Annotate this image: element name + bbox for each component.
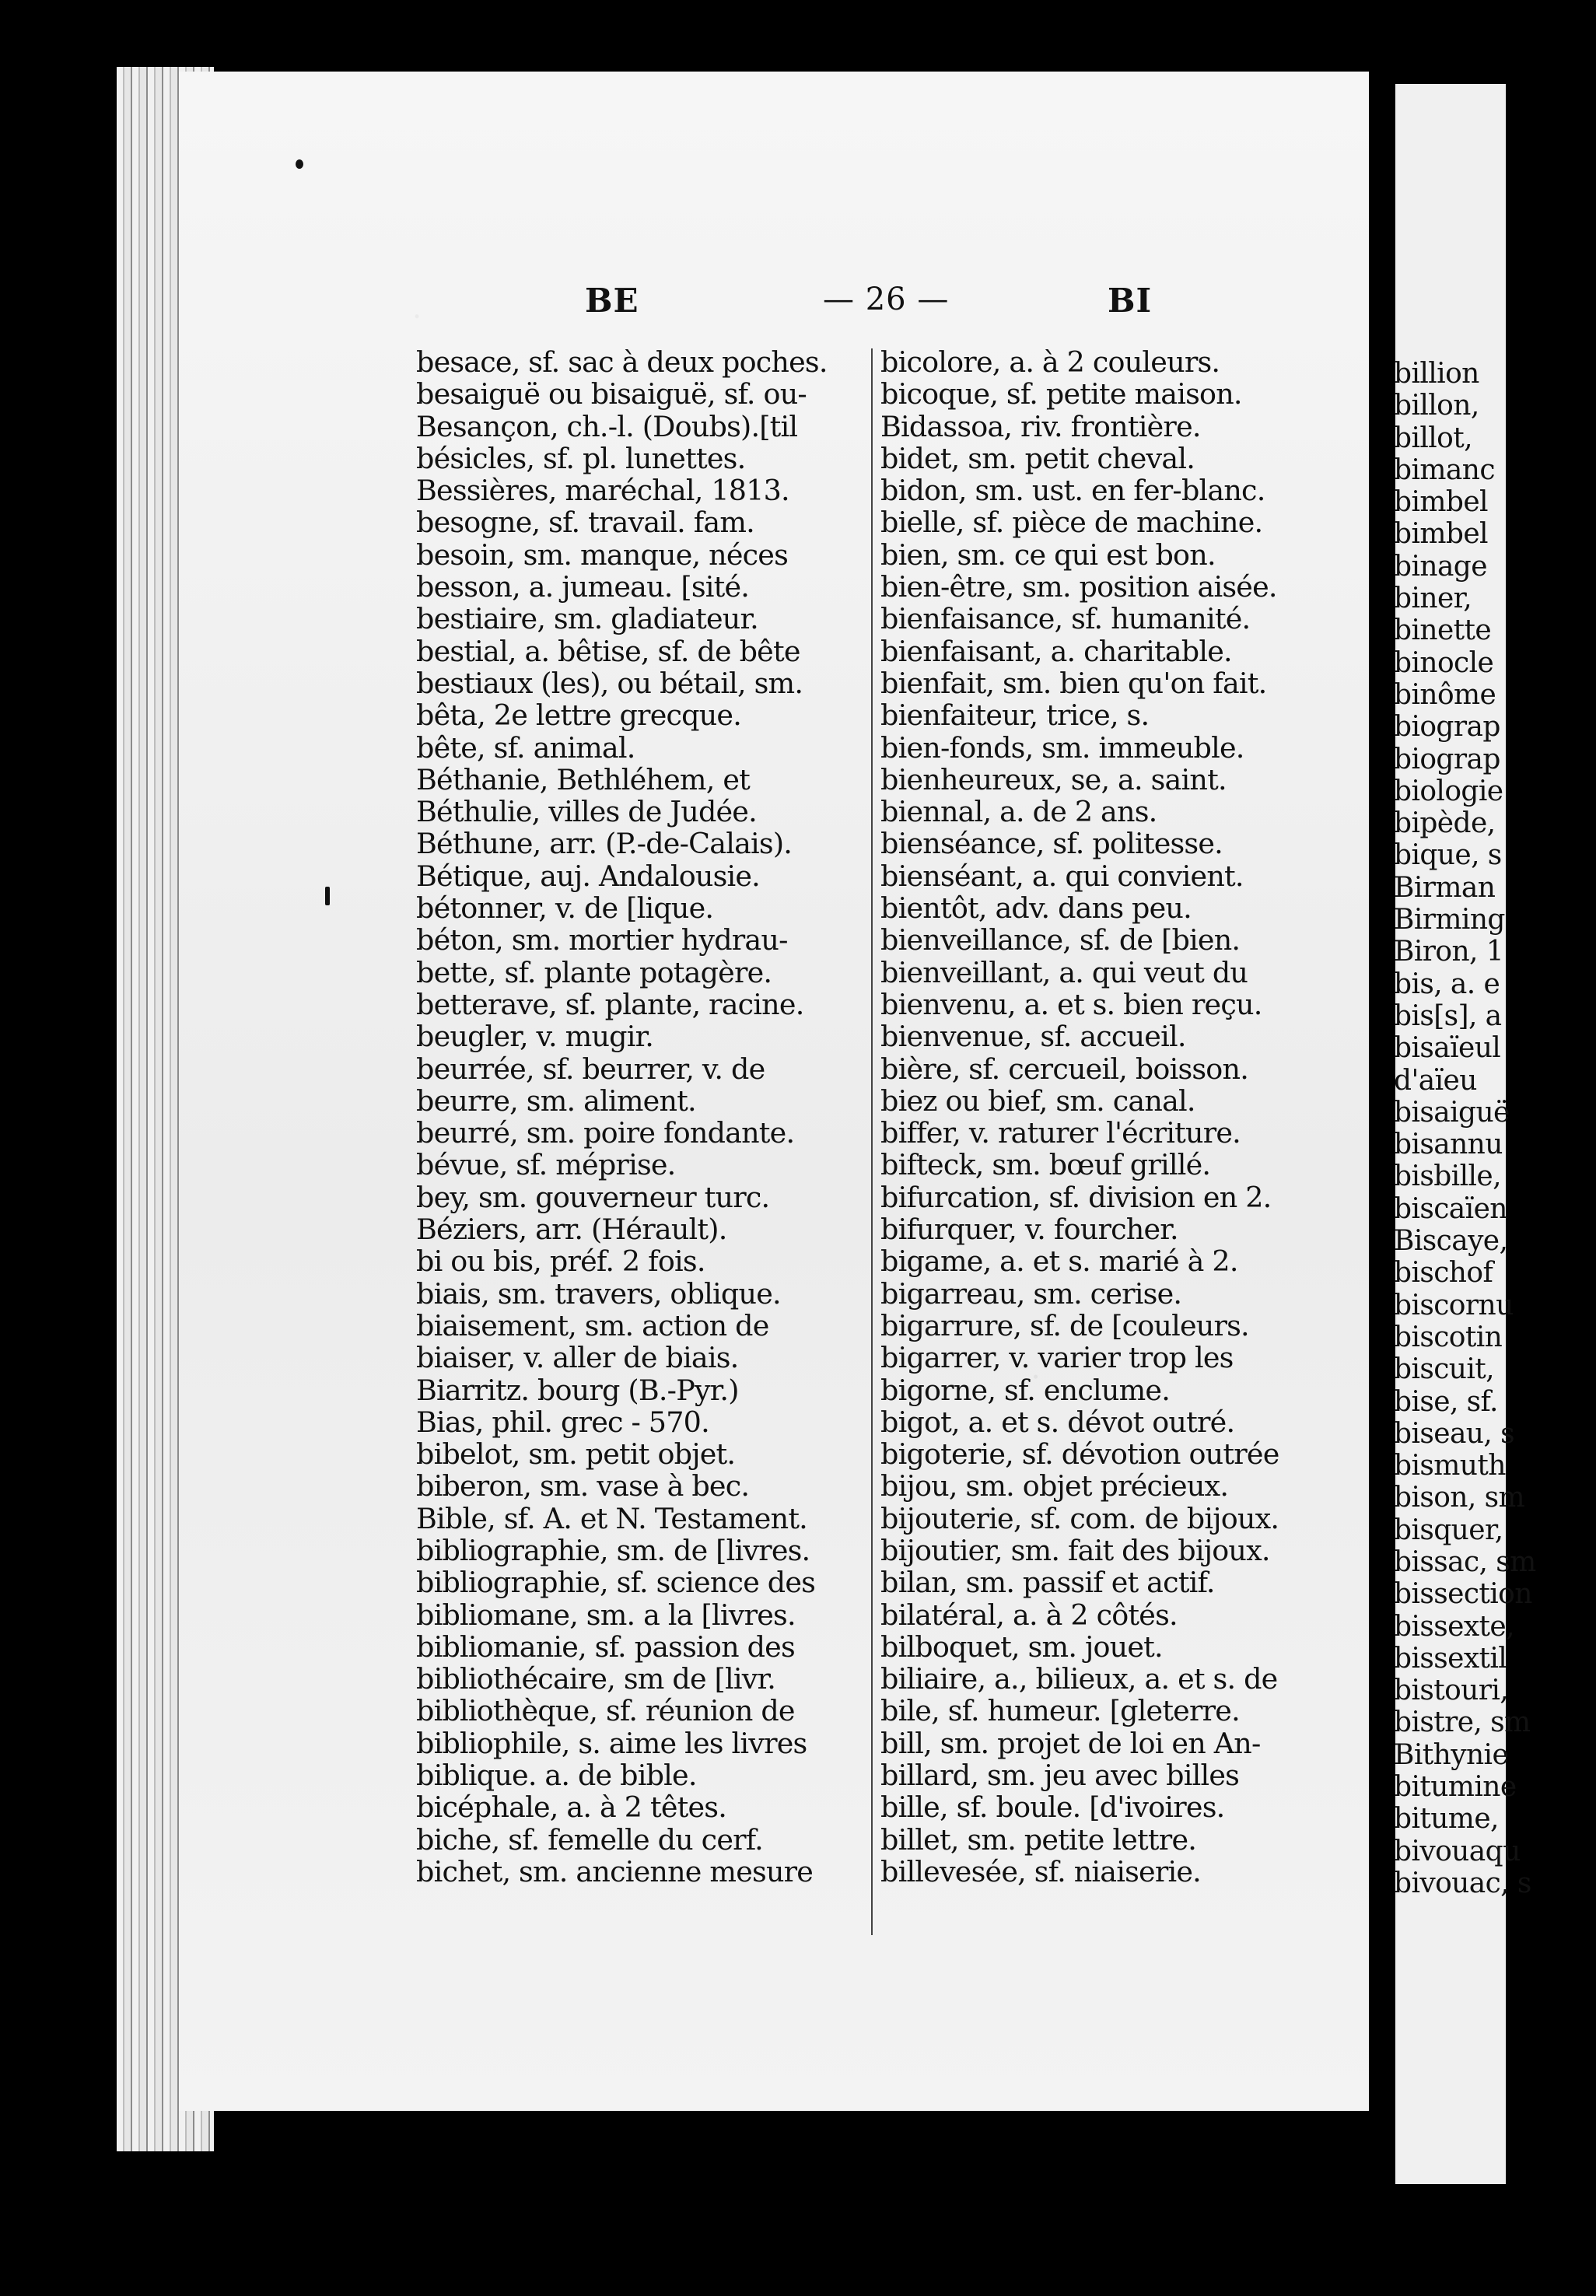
facing-page-entry-fragment: binôme [1394, 678, 1496, 711]
dictionary-entry: Biarritz. bourg (B.-Pyr.) [416, 1373, 739, 1407]
margin-mark [325, 887, 330, 905]
dictionary-entry: besogne, sf. travail. fam. [416, 506, 754, 540]
dictionary-entry: bière, sf. cercueil, boisson. [880, 1052, 1248, 1086]
dictionary-entry: bigorne, sf. enclume. [880, 1373, 1171, 1407]
facing-page-entry-fragment: binocle [1394, 646, 1494, 679]
facing-page-entry-fragment: bissexte, [1394, 1610, 1514, 1643]
dictionary-entry: bienfaisant, a. charitable. [880, 634, 1232, 668]
right-guide-word: BI [1108, 282, 1153, 320]
dictionary-entry: bien, sm. ce qui est bon. [880, 537, 1216, 572]
dictionary-entry: biche, sf. femelle du cerf. [416, 1822, 763, 1857]
dictionary-entry: bibliophile, s. aime les livres [416, 1726, 807, 1760]
dictionary-entry: bien-fonds, sm. immeuble. [880, 730, 1244, 765]
facing-page-entry-fragment: bismuth [1394, 1450, 1506, 1482]
dictionary-entry: Béziers, arr. (Hérault). [416, 1213, 727, 1247]
facing-page-entry-fragment: biograp [1394, 743, 1500, 775]
dictionary-entry: biblique. a. de bible. [416, 1759, 697, 1793]
dictionary-entry: bien-être, sm. position aisée. [880, 570, 1277, 604]
dictionary-entry: bile, sf. humeur. [gleterre. [880, 1694, 1240, 1728]
dictionary-entry: betterave, sf. plante, racine. [416, 987, 804, 1021]
dictionary-entry: bifurquer, v. fourcher. [880, 1213, 1178, 1247]
facing-page-entry-fragment: bisaïeul [1394, 1032, 1501, 1065]
dictionary-entry: billard, sm. jeu avec billes [880, 1759, 1240, 1793]
dictionary-entry: bichet, sm. ancienne mesure [416, 1854, 814, 1888]
facing-page-entry-fragment: Biscaye, [1394, 1225, 1508, 1258]
dictionary-entry: besson, a. jumeau. [sité. [416, 570, 750, 604]
dictionary-entry: bigarrure, sf. de [couleurs. [880, 1308, 1249, 1342]
facing-page-entry-fragment: bisaiguë [1394, 1096, 1510, 1129]
dictionary-entry: bibliographie, sm. de [livres. [416, 1533, 810, 1567]
dictionary-entry: bey, sm. gouverneur turc. [416, 1180, 770, 1214]
dictionary-entry: bienveillance, sf. de [bien. [880, 923, 1241, 957]
facing-page-entry-fragment: d'aïeu [1394, 1064, 1477, 1097]
dictionary-entry: Bible, sf. A. et N. Testament. [416, 1501, 807, 1535]
dictionary-entry: bifteck, sm. bœuf grillé. [880, 1148, 1211, 1182]
dictionary-entry: beugler, v. mugir. [416, 1020, 654, 1054]
dictionary-entry: bifurcation, sf. division en 2. [880, 1180, 1272, 1214]
dictionary-entry: Bessières, maréchal, 1813. [416, 474, 789, 508]
facing-page-entry-fragment: biner, [1394, 583, 1472, 615]
facing-page-entry-fragment: bissextil [1394, 1642, 1507, 1675]
facing-page-entry-fragment: bise, sf. [1394, 1385, 1498, 1418]
facing-page-entry-fragment: Bithynie [1394, 1738, 1509, 1771]
dictionary-entry: bette, sf. plante potagère. [416, 955, 772, 989]
dictionary-entry: bestial, a. bêtise, sf. de bête [416, 634, 800, 668]
left-guide-word: BE [585, 282, 639, 320]
dictionary-entry: bientôt, adv. dans peu. [880, 891, 1192, 926]
facing-page-entry-fragment: biscaïen [1394, 1192, 1507, 1225]
facing-page-entry-fragment: bisbille, [1394, 1160, 1501, 1193]
dictionary-entry: billet, sm. petite lettre. [880, 1822, 1197, 1857]
facing-page-entry-fragment: biseau, s [1394, 1417, 1514, 1450]
dictionary-entry: bigame, a. et s. marié à 2. [880, 1244, 1238, 1279]
dictionary-entry: bienséant, a. qui convient. [880, 859, 1244, 893]
dictionary-entry: bille, sf. boule. [d'ivoires. [880, 1790, 1225, 1825]
facing-page-entry-fragment: Birman [1394, 871, 1496, 904]
dictionary-entry: bijoutier, sm. fait des bijoux. [880, 1533, 1270, 1567]
entries-column-right [880, 346, 1339, 1888]
dictionary-entry: bibliomanie, sf. passion des [416, 1629, 795, 1664]
facing-page-entry-fragment: biscuit, [1394, 1353, 1495, 1386]
dictionary-entry: bibliomane, sm. a la [livres. [416, 1598, 796, 1632]
dictionary-entry: bibliothèque, sf. réunion de [416, 1694, 795, 1728]
dictionary-entry: bienfaisance, sf. humanité. [880, 602, 1251, 636]
dictionary-entry: biffer, v. raturer l'écriture. [880, 1116, 1241, 1150]
facing-page-entry-fragment: biscotin [1394, 1321, 1503, 1353]
dictionary-entry: bienséance, sf. politesse. [880, 827, 1223, 861]
facing-page-entry-fragment: bitumine [1394, 1771, 1517, 1804]
dictionary-entry: bilboquet, sm. jouet. [880, 1629, 1163, 1664]
dictionary-entry: bilan, sm. passif et actif. [880, 1566, 1215, 1600]
dictionary-entry: biaiser, v. aller de biais. [416, 1341, 739, 1375]
dictionary-entry: biliaire, a., bilieux, a. et s. de [880, 1662, 1278, 1696]
facing-page-entry-fragment: Birming [1394, 904, 1505, 936]
dictionary-entry: Bétique, auj. Andalousie. [416, 859, 760, 893]
facing-page-entry-fragment: bissac, sm [1394, 1545, 1536, 1578]
dictionary-entry: besaiguë ou bisaiguë, sf. ou- [416, 377, 807, 411]
dictionary-entry: bienheureux, se, a. saint. [880, 762, 1227, 796]
dictionary-entry: bijouterie, sf. com. de bijoux. [880, 1501, 1279, 1535]
facing-page-entry-fragment: bischof [1394, 1257, 1493, 1290]
facing-page-entry-fragment: binette [1394, 614, 1492, 647]
page-number: — 26 — [823, 282, 950, 317]
facing-page-entry-fragment: bis[s], a [1394, 999, 1502, 1032]
facing-page-column [1394, 358, 1596, 1899]
dictionary-entry: bielle, sf. pièce de machine. [880, 506, 1263, 540]
dictionary-entry: Béthulie, villes de Judée. [416, 795, 757, 829]
facing-page-entry-fragment: billion [1394, 358, 1479, 390]
dictionary-entry: beurré, sm. poire fondante. [416, 1116, 795, 1150]
facing-page-entry-fragment: bissection [1394, 1578, 1532, 1611]
facing-page-entry-fragment: biscornu [1394, 1289, 1514, 1321]
facing-page-entry-fragment: bisannu [1394, 1129, 1503, 1161]
dictionary-entry: Béthune, arr. (P.-de-Calais). [416, 827, 793, 861]
dictionary-entry: bienvenue, sf. accueil. [880, 1020, 1186, 1054]
facing-page-entry-fragment: bique, s [1394, 839, 1502, 872]
facing-page-entry-fragment: bison, sm [1394, 1482, 1524, 1514]
facing-page-entry-fragment: bimbel [1394, 486, 1488, 519]
dictionary-entry: bête, sf. animal. [416, 730, 635, 765]
facing-page-entry-fragment: bipède, [1394, 807, 1496, 840]
facing-page-entry-fragment: bivouac, s [1394, 1867, 1531, 1899]
dictionary-entry: beurrée, sf. beurrer, v. de [416, 1052, 765, 1086]
dictionary-entry: bestiaire, sm. gladiateur. [416, 602, 758, 636]
facing-page-entry-fragment: Biron, 1 [1394, 936, 1504, 968]
dictionary-entry: bidon, sm. ust. en fer-blanc. [880, 474, 1265, 508]
dictionary-entry: bétonner, v. de [lique. [416, 891, 714, 926]
dictionary-entry: bibliographie, sf. science des [416, 1566, 816, 1600]
dictionary-entry: bibliothécaire, sm de [livr. [416, 1662, 775, 1696]
facing-page-fragment [1394, 84, 1536, 2184]
dictionary-entry: bigarreau, sm. cerise. [880, 1276, 1182, 1311]
facing-page-entry-fragment: biograp [1394, 711, 1500, 744]
entries-column-left [416, 346, 875, 1888]
facing-page-entry-fragment: binage [1394, 550, 1487, 583]
facing-page-entry-fragment: bistouri, [1394, 1675, 1509, 1707]
facing-page-entry-fragment: bimanc [1394, 453, 1495, 486]
dictionary-entry: bilatéral, a. à 2 côtés. [880, 1598, 1178, 1632]
dictionary-entry: bestiaux (les), ou bétail, sm. [416, 666, 803, 700]
dictionary-entry: bigoterie, sf. dévotion outrée [880, 1437, 1279, 1472]
dictionary-entry: biez ou bief, sm. canal. [880, 1083, 1195, 1118]
dictionary-entry: biais, sm. travers, oblique. [416, 1276, 781, 1311]
facing-page-entry-fragment: billot, [1394, 422, 1472, 454]
dictionary-entry: biberon, sm. vase à bec. [416, 1469, 750, 1503]
dictionary-entry: bidet, sm. petit cheval. [880, 441, 1195, 475]
facing-page-entry-fragment: bisquer, [1394, 1514, 1503, 1546]
dictionary-entry: bienfait, sm. bien qu'on fait. [880, 666, 1267, 700]
facing-page-entry-fragment: bimbel [1394, 518, 1488, 551]
dictionary-entry: bêta, 2e lettre grecque. [416, 698, 742, 733]
dictionary-entry: Besançon, ch.-l. (Doubs).[til [416, 409, 798, 443]
dictionary-entry: billevesée, sf. niaiserie. [880, 1854, 1201, 1888]
dictionary-entry: bill, sm. projet de loi en An- [880, 1726, 1261, 1760]
dictionary-entry: bicéphale, a. à 2 têtes. [416, 1790, 727, 1825]
dictionary-entry: besace, sf. sac à deux poches. [416, 345, 828, 379]
facing-page-entry-fragment: bitume, [1394, 1803, 1499, 1836]
facing-page-entry-fragment: billon, [1394, 390, 1479, 422]
dictionary-entry: bibelot, sm. petit objet. [416, 1437, 736, 1472]
dictionary-entry: biaisement, sm. action de [416, 1308, 769, 1342]
dust-speck [296, 159, 303, 169]
dictionary-entry: béton, sm. mortier hydrau- [416, 923, 788, 957]
dictionary-entry: bicolore, a. à 2 couleurs. [880, 345, 1220, 379]
book-gutter [1369, 56, 1395, 2181]
dictionary-entry: Béthanie, Bethléhem, et [416, 762, 751, 796]
dictionary-entry: bijou, sm. objet précieux. [880, 1469, 1229, 1503]
dictionary-entry: bévue, sf. méprise. [416, 1148, 676, 1182]
dictionary-entry: bienveillant, a. qui veut du [880, 955, 1248, 989]
dictionary-entry: bésicles, sf. pl. lunettes. [416, 441, 746, 475]
dictionary-entry: bigot, a. et s. dévot outré. [880, 1405, 1235, 1439]
facing-page-entry-fragment: bistre, sm [1394, 1706, 1531, 1739]
facing-page-entry-fragment: bis, a. e [1394, 968, 1500, 1000]
dictionary-entry: bigarrer, v. varier trop les [880, 1341, 1234, 1375]
dictionary-entry: bi ou bis, préf. 2 fois. [416, 1244, 705, 1279]
dictionary-entry: biennal, a. de 2 ans. [880, 795, 1157, 829]
dictionary-entry: Bidassoa, riv. frontière. [880, 409, 1201, 443]
dictionary-entry: besoin, sm. manque, néces [416, 537, 789, 572]
dictionary-entry: bienfaiteur, trice, s. [880, 698, 1150, 733]
facing-page-entry-fragment: bivouaqu [1394, 1835, 1521, 1867]
dictionary-entry: bienvenu, a. et s. bien reçu. [880, 987, 1262, 1021]
dictionary-entry: beurre, sm. aliment. [416, 1083, 696, 1118]
facing-page-entry-fragment: biologie [1394, 775, 1503, 807]
dictionary-entry: Bias, phil. grec - 570. [416, 1405, 709, 1439]
dictionary-entry: bicoque, sf. petite maison. [880, 377, 1242, 411]
column-divider [871, 348, 873, 1935]
